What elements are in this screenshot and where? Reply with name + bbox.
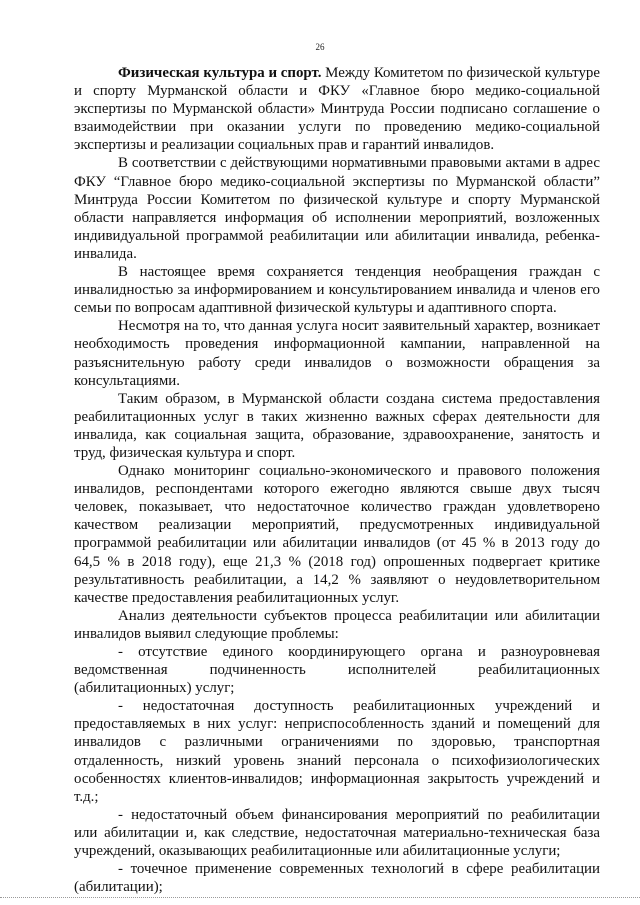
page-number: 26 <box>315 42 325 52</box>
paragraph-monitoring: Однако мониторинг социально-экономического и правового положения инвалидов, респондентами которого ежегодно являются свыше двух тысяч человек, показывает, что недостаточное количество граждан удовлетворено качеством реализации мероприятий, предусмотренных индивидуальной программой реабилитации или абилитации инвалидов (от 45 % в 2013 году до 64,5 % в 2018 году), еще 21,3 % (2018 год) опрошенных подвергает критике результативность реабилитации, а 14,2 % заявляют о неудовлетворительном качестве предоставления реабилитационных услуг. <box>74 463 600 606</box>
page-bottom-edge <box>0 897 640 899</box>
paragraph-sport <box>74 64 600 154</box>
list-item: - недостаточный объем финансирования мероприятий по реабилитации или абилитации и, как следствие, недостаточная материально-техническая база учреждений, оказывающих реабилитационные или абилитационные услуги; <box>74 806 600 860</box>
paragraph-analysis: Анализ деятельности субъектов процесса реабилитации или абилитации инвалидов выявил следующие проблемы: <box>74 607 600 642</box>
section-heading: Физическая культура и спорт. <box>118 65 322 81</box>
paragraph-system: Таким образом, в Мурманской области создана система предоставления реабилитационных услуг в таких жизненно важных сферах деятельности для инвалида, как социальная защита, образование, здравоохранение, занятость и труд, физическая культура и спорт. <box>74 390 600 461</box>
list-item: - недостаточная доступность реабилитационных учреждений и предоставляемых в них услуг: неприспособленность зданий и помещений для инвалидов с различными ограничениями по здоровью, транспортная отдаленность, низкий уровень знаний персонала о психофизиологических особенностях клиентов-инвалидов; информационная закрытость учреждений и т.д.; <box>74 698 600 805</box>
paragraph-normative-acts: В соответствии с действующими нормативными правовыми актами в адрес ФКУ “Главное бюро медико-социальной экспертизы по Мурманской области” Минтруда России Комитетом по физической культуре и спорту Мурманской области направляется информация об исполнении мероприятий, возложенных индивидуальной программой реабилитации или абилитации инвалида, ребенка-инвалида. <box>74 155 600 262</box>
paragraph-text: Между Комитетом по физической культуре и спорту Мурманской области и ФКУ «Главное бюро медико-социальной экспертизы по Мурманской области» Минтруда России подписано соглашение о взаимодействии при оказании услуги по проведению медико-социальной экспертизы и реализации социальных прав и гарантий инвалидов. <box>74 65 600 154</box>
paragraph-campaign: Несмотря на то, что данная услуга носит заявительный характер, возникает необходимость проведения информационной кампании, направленной на разъяснительную работу среди инвалидов о возможности обращения за консультациями. <box>74 318 600 389</box>
list-item: - точечное применение современных технологий в сфере реабилитации (абилитации); <box>74 861 600 896</box>
paragraph-tendency: В настоящее время сохраняется тенденция необращения граждан с инвалидностью за информированием и консультированием инвалида и членов его семьи по вопросам адаптивной физической культуры и адаптивного спорта. <box>74 264 600 317</box>
list-item: - отсутствие единого координирующего органа и разноуровневая ведомственная подчиненность исполнителей реабилитационных (абилитационных) услуг; <box>74 644 600 697</box>
document-body <box>74 64 600 896</box>
